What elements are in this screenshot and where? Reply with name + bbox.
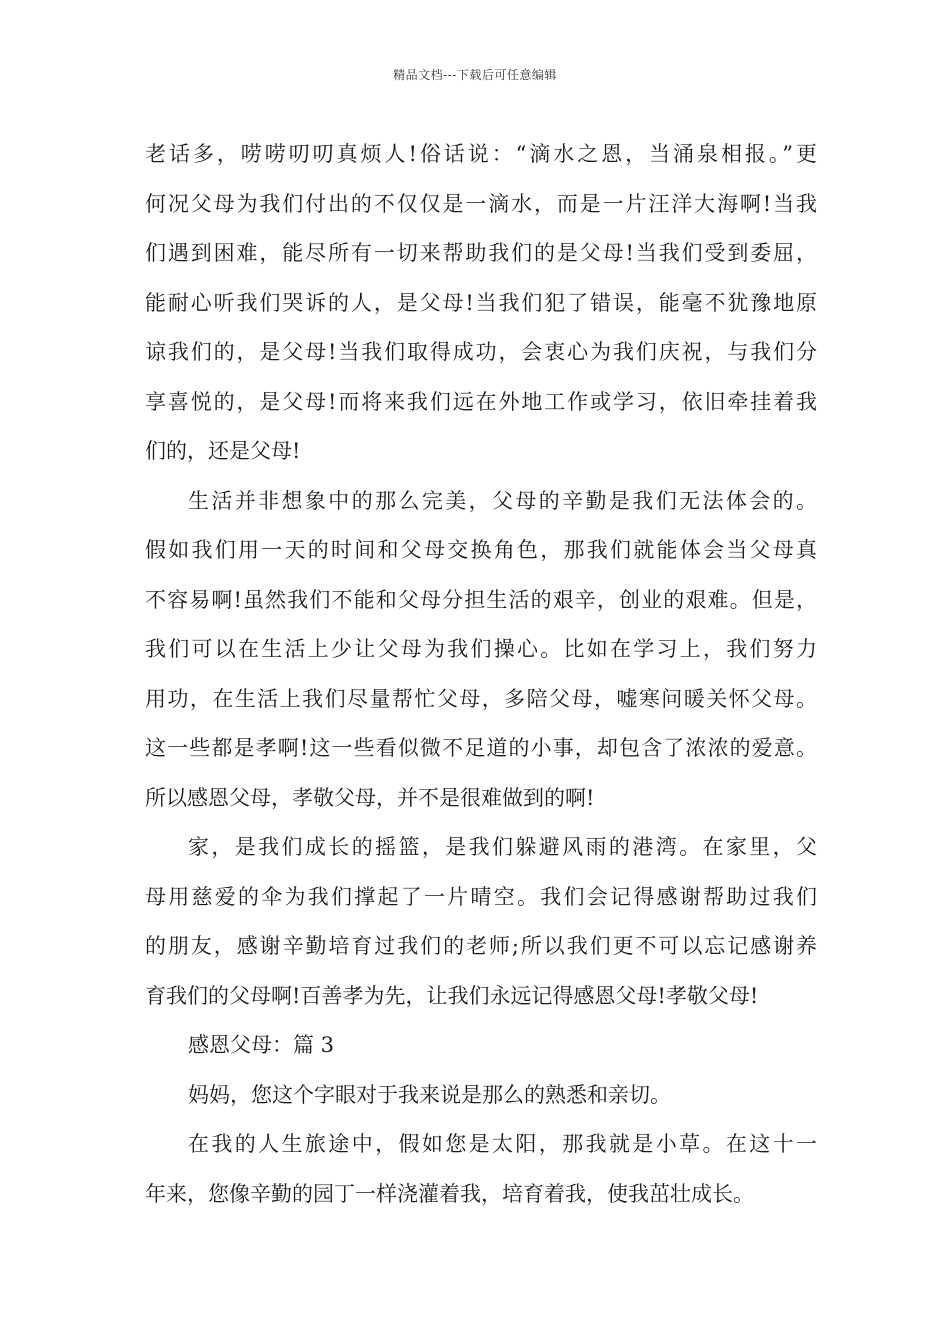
text-line: 母用慈爱的伞为我们撑起了一片晴空。我们会记得感谢帮助过我们: [145, 884, 817, 909]
text-line: 的朋友，感谢辛勤培育过我们的老师;所以我们更不可以忘记感谢养: [145, 934, 817, 958]
text-line: 家，是我们成长的摇篮，是我们躲避风雨的港湾。在家里，父: [188, 835, 817, 859]
page-header: 精品文档---下载后可任意编辑: [393, 68, 557, 82]
text-line: 这一些都是孝啊!这一些看似微不足道的小事，却包含了浓浓的爱意。: [145, 736, 817, 760]
text-line: 不容易啊!虽然我们不能和父母分担生活的艰辛，创业的艰难。但是，: [145, 587, 817, 612]
text-line: 假如我们用一天的时间和父母交换角色，那我们就能体会当父母真: [145, 538, 817, 562]
text-line: 感恩父母：篇 3: [188, 1033, 335, 1057]
text-line: 生活并非想象中的那么完美，父母的辛勤是我们无法体会的。: [188, 488, 817, 513]
text-line: 用功，在生活上我们尽量帮忙父母，多陪父母，嘘寒问暖关怀父母。: [145, 686, 817, 711]
text-line: 能耐心听我们哭诉的人，是父母!当我们犯了错误，能毫不犹豫地原: [145, 290, 817, 315]
text-line: 育我们的父母啊!百善孝为先，让我们永远记得感恩父母!孝敬父母!: [145, 983, 759, 1008]
text-line: 何况父母为我们付出的不仅仅是一滴水，而是一片汪洋大海啊!当我: [145, 191, 817, 216]
text-line: 享喜悦的，是父母!而将来我们远在外地工作或学习，依旧牵挂着我: [145, 389, 817, 414]
text-line: 所以感恩父母，孝敬父母，并不是很难做到的啊!: [145, 785, 595, 810]
text-line: 们的，还是父母!: [145, 439, 301, 463]
text-line: 在我的人生旅途中，假如您是太阳，那我就是小草。在这十一: [188, 1132, 817, 1156]
text-line: 谅我们的，是父母!当我们取得成功，会衷心为我们庆祝，与我们分: [145, 340, 817, 364]
text-line: 年来，您像辛勤的园丁一样浇灌着我，培育着我，使我茁壮成长。: [145, 1181, 754, 1206]
document-body: [145, 130, 817, 1219]
text-line: 我们可以在生活上少让父母为我们操心。比如在学习上，我们努力: [145, 637, 817, 661]
text-line: 们遇到困难，能尽所有一切来帮助我们的是父母!当我们受到委屈，: [145, 241, 817, 265]
text-line: 老话多，唠唠叨叨真烦人!俗话说：“滴水之恩，当涌泉相报。”更: [145, 142, 817, 166]
text-line: 妈妈，您这个字眼对于我来说是那么的熟悉和亲切。: [188, 1082, 671, 1107]
